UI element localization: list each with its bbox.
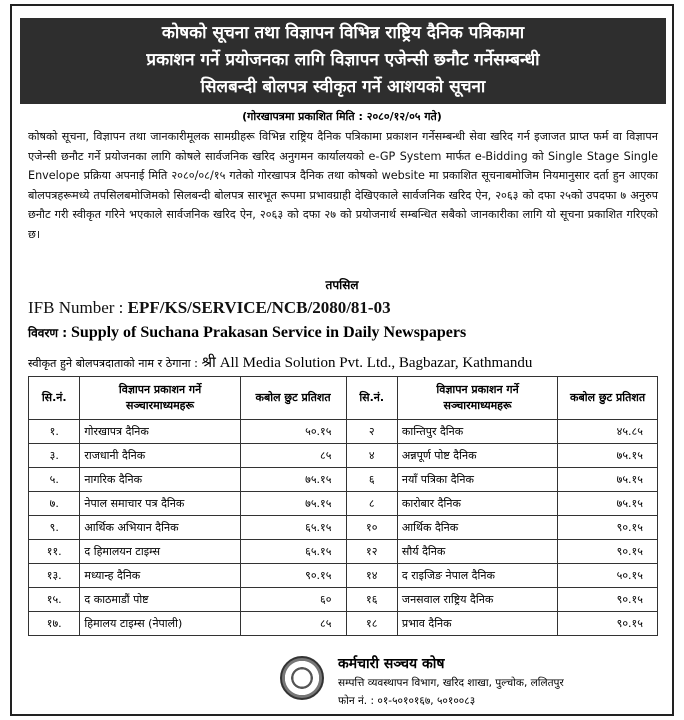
title-line-3: सिलबन्दी बोलपत्र स्वीकृत गर्ने आशयको सूचना [200, 77, 486, 97]
table-cell: आर्थिक दैनिक [397, 516, 557, 540]
table-cell: ९०.१५ [240, 564, 346, 588]
table-cell: ४ [346, 444, 397, 468]
table-cell: १६ [346, 588, 397, 612]
table-cell: हिमालय टाइम्स (नेपाली) [80, 612, 240, 636]
table-cell: १३. [29, 564, 80, 588]
table-cell: आर्थिक अभियान दैनिक [80, 516, 240, 540]
publication-date-note: (गोरखापत्रमा प्रकाशित मिति : २०८०/१२/०५ गते) [242, 110, 442, 123]
table-cell: नेपाल समाचार पत्र दैनिक [80, 492, 240, 516]
table-cell: ९०.१५ [558, 540, 658, 564]
table-cell: राजधानी दैनिक [80, 444, 240, 468]
col-discount-1: कबोल छुट प्रतिशत [240, 377, 346, 420]
table-cell: ७५.१५ [558, 492, 658, 516]
table-cell: नागरिक दैनिक [80, 468, 240, 492]
notice-page [10, 4, 674, 716]
table-row [29, 564, 658, 588]
details-heading: तपसिल [325, 278, 359, 292]
col-sn-1: सि.नं. [29, 377, 80, 420]
ifb-value: EPF/KS/SERVICE/NCB/2080/81-03 [127, 298, 391, 317]
table-cell: ७५.१५ [558, 444, 658, 468]
notice-paragraph: कोषको सूचना, विज्ञापन तथा जानकारीमूलक सामग्रीहरू विभिन्न राष्ट्रिय दैनिक पत्रिकामा प्रकाशन गर्नेसम्बन्धी सेवा खरिद गर्न इजाजत प्राप्त फर्म वा विज्ञापन एजेन्सी छनौट गर्ने प्रयोजनका लागि कोषले सार्वजनिक खरिद अनुगमन कार्यालयको e-GP System मार्फत e-Bidding को Single Stage Single Envelope प्रक्रिया अपनाई मिति २०८०/०८/१५ गतेको गोरखापत्र दैनिक तथा कोषको website मा प्रकाशित सूचनाबमोजिम नियमानुसार दर्ता हुन आएका बोलपत्रहरूमध्ये तपसिलबमोजिमको सिलबन्दी बोलपत्र सारभूत रूपमा प्रभावग्राही देखिएकाले सार्वजनिक खरिद ऐन, २०६३ को दफा २५को उपदफा ७ अनुरुप छनौट गरी स्वीकृत गरिने भएकाले सार्वजनिक खरिद ऐन, २०६३ को दफा २७ को प्रयोजनार्थ सम्बन्धित सबैको जानकारीका लागि यो सूचना प्रकाशित गरिएको छ। [28, 130, 658, 241]
organization-phone: फोन नं. : ०१-५०१०१६७, ५०१००८३ [338, 695, 476, 707]
table-cell: ७. [29, 492, 80, 516]
table-cell: ८५ [240, 444, 346, 468]
table-row [29, 492, 658, 516]
ifb-label: IFB Number : [28, 298, 124, 317]
table-cell: सौर्य दैनिक [397, 540, 557, 564]
table-cell: ५०.१५ [240, 420, 346, 444]
accepted-bidder-line [28, 352, 532, 372]
title-line-2: प्रकाशन गर्ने प्रयोजनका लागि विज्ञापन एजेन्सी छनौट गर्नेसम्बन्धी [146, 50, 540, 70]
table-cell: १८ [346, 612, 397, 636]
description-label: विवरण : [28, 326, 68, 340]
table-cell: द काठमाडौं पोष्ट [80, 588, 240, 612]
table-cell: ८ [346, 492, 397, 516]
table-cell: ८५ [240, 612, 346, 636]
notice-title-banner [20, 18, 666, 104]
table-row [29, 540, 658, 564]
table-row [29, 444, 658, 468]
table-cell: ७५.१५ [240, 492, 346, 516]
table-cell: द हिमालयन टाइम्स [80, 540, 240, 564]
table-cell: १. [29, 420, 80, 444]
table-cell: ५०.१५ [558, 564, 658, 588]
table-cell: ७५.१५ [558, 468, 658, 492]
table-cell: नयाँ पत्रिका दैनिक [397, 468, 557, 492]
organization-address: सम्पत्ति व्यवस्थापन विभाग, खरिद शाखा, पुल्चोक, ललितपुर [338, 677, 564, 689]
table-cell: ६ [346, 468, 397, 492]
table-cell: ११. [29, 540, 80, 564]
table-cell: अन्नपूर्ण पोष्ट दैनिक [397, 444, 557, 468]
table-cell: ६५.१५ [240, 516, 346, 540]
table-cell: १४ [346, 564, 397, 588]
table-cell: ९. [29, 516, 80, 540]
table-row [29, 468, 658, 492]
organization-name: कर्मचारी सञ्चय कोष [338, 656, 445, 672]
table-cell: ९०.१५ [558, 588, 658, 612]
table-cell: ६० [240, 588, 346, 612]
table-cell: द राइजिङ नेपाल दैनिक [397, 564, 557, 588]
table-cell: १० [346, 516, 397, 540]
table-row [29, 588, 658, 612]
table-cell: १७. [29, 612, 80, 636]
table-row [29, 516, 658, 540]
ifb-number [28, 298, 391, 318]
newspaper-discount-table [28, 376, 658, 636]
table-cell: कान्तिपुर दैनिक [397, 420, 557, 444]
col-media-2: विज्ञापन प्रकाशन गर्ने सञ्चारमाध्यमहरू [397, 377, 557, 420]
table-cell: १२ [346, 540, 397, 564]
accepted-label: स्वीकृत हुने बोलपत्रदाताको नाम र ठेगाना : [28, 357, 198, 370]
table-cell: मध्यान्ह दैनिक [80, 564, 240, 588]
table-cell: १५. [29, 588, 80, 612]
col-media-1: विज्ञापन प्रकाशन गर्ने सञ्चारमाध्यमहरू [80, 377, 240, 420]
organization-seal-icon [280, 656, 324, 700]
table-cell: ५. [29, 468, 80, 492]
table-cell: ९०.१५ [558, 516, 658, 540]
table-cell: प्रभाव दैनिक [397, 612, 557, 636]
col-discount-2: कबोल छुट प्रतिशत [558, 377, 658, 420]
title-line-1: कोषको सूचना तथा विज्ञापन विभिन्न राष्ट्रिय दैनिक पत्रिकामा [161, 23, 525, 43]
table-cell: ७५.१५ [240, 468, 346, 492]
table-cell: ४५.८५ [558, 420, 658, 444]
table-cell: ९०.१५ [558, 612, 658, 636]
table-cell: २ [346, 420, 397, 444]
table-cell: कारोबार दैनिक [397, 492, 557, 516]
col-sn-2: सि.नं. [346, 377, 397, 420]
table-cell: ६५.१५ [240, 540, 346, 564]
description-value: Supply of Suchana Prakasan Service in Daily Newspapers [71, 324, 467, 341]
description-line [28, 324, 466, 342]
table-header-row [29, 377, 658, 420]
table-cell: ३. [29, 444, 80, 468]
table-cell: गोरखापत्र दैनिक [80, 420, 240, 444]
accepted-value: श्री All Media Solution Pvt. Ltd., Bagbazar, Kathmandu [201, 355, 533, 371]
table-row [29, 612, 658, 636]
table-row [29, 420, 658, 444]
table-cell: जनसवाल राष्ट्रिय दैनिक [397, 588, 557, 612]
